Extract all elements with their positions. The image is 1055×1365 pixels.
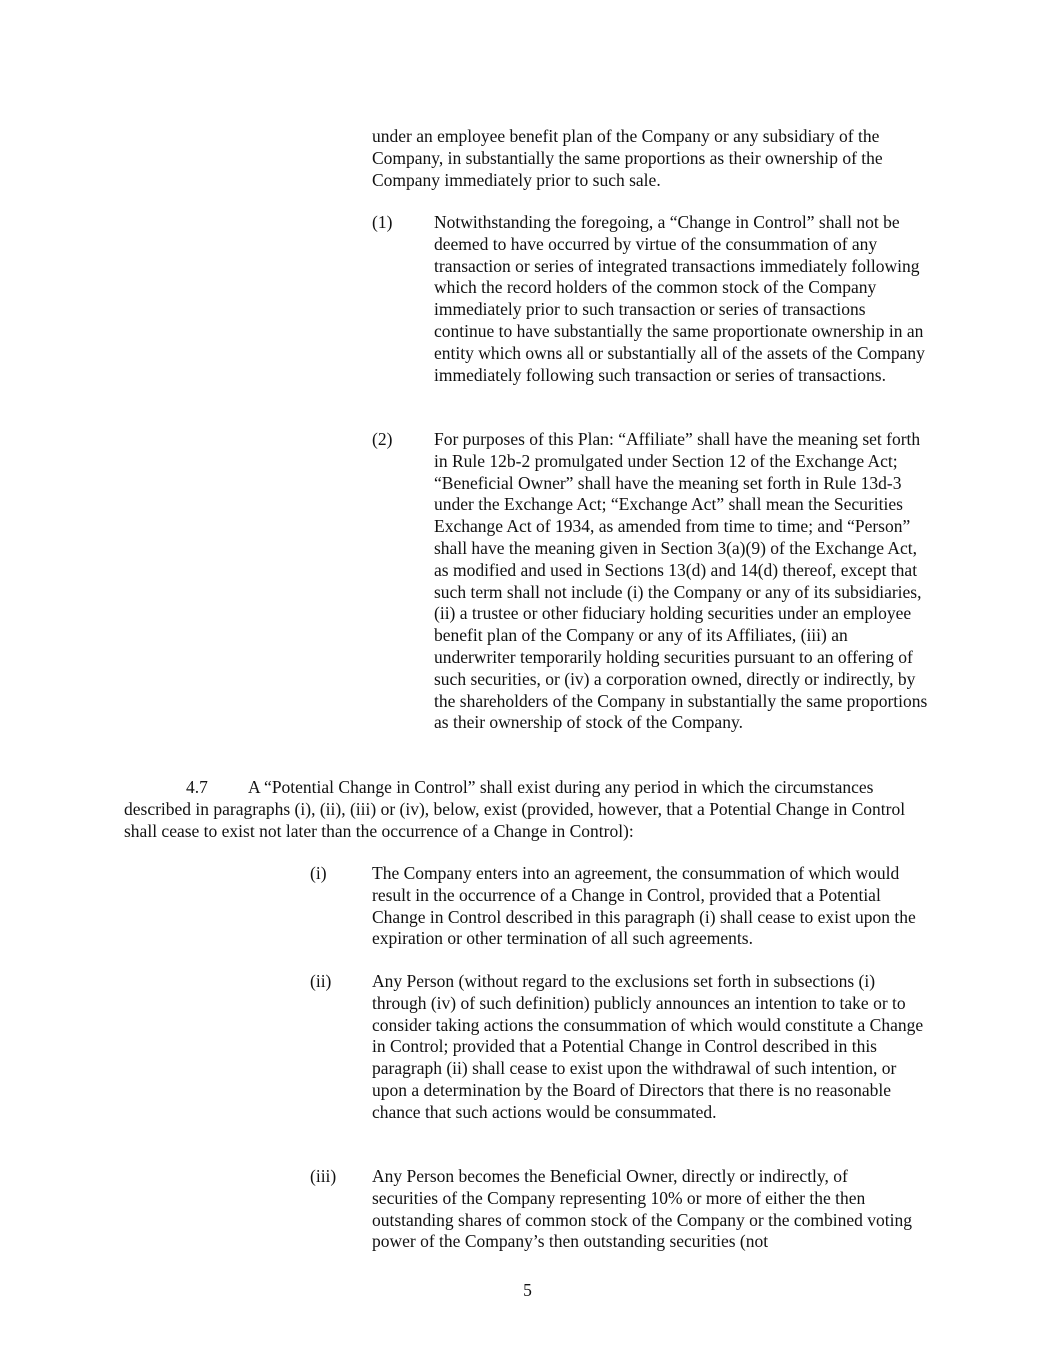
section-text: A “Potential Change in Control” shall exist during any period in which the circumstances described in paragraphs (i), (ii), (iii) or (iv), below, exist (provided, however, that a Potential Change in Control shall cease to exist not later than the occurrence of a Change in Control): [124,777,906,841]
clause-text: Any Person becomes the Beneficial Owner, directly or indirectly, of securities of the Company representing 10% or more of either the then outstanding shares of common stock of the Company or the combined voting power of the Company’s then outstanding securities (not [372,1166,912,1252]
clause-number: (iii) [310,1166,337,1186]
page-number: 5 [523,1280,532,1300]
continuation-paragraph: under an employee benefit plan of the Company or any subsidiary of the Company, in substantially the same proportions as their ownership of the Company immediately prior to such sale. [372,126,883,190]
section-4-7-paragraph [124,777,934,842]
clause-number: (i) [310,863,327,883]
subparagraph-number: (1) [372,212,393,232]
subparagraph-text: Notwithstanding the foregoing, a “Change in Control” shall not be deemed to have occurred by virtue of the consummation of any transaction or series of integrated transactions immediately following which the record holders of the common stock of the Company immediately prior to such transaction or series of transactions continue to have substantially the same proportionate ownership in an entity which owns all or substantially all of the assets of the Company immediately following such transaction or series of transactions. [434,212,925,385]
subparagraph-text: For purposes of this Plan: “Affiliate” shall have the meaning set forth in Rule 12b-2 promulgated under Section 12 of the Exchange Act; “Beneficial Owner” shall have the meaning set forth in Rule 13d-3 under the Exchange Act; “Exchange Act” shall mean the Securities Exchange Act of 1934, as amended from time to time; and “Person” shall have the meaning given in Section 3(a)(9) of the Exchange Act, as modified and used in Sections 13(d) and 14(d) thereof, except that such term shall not include (i) the Company or any of its subsidiaries, (ii) a trustee or other fiduciary holding securities under an employee benefit plan of the Company or any of its Affiliates, (iii) an underwriter temporarily holding securities pursuant to an offering of such securities, or (iv) a corporation owned, directly or indirectly, by the shareholders of the Company in substantially the same proportions as their ownership of stock of the Company. [434,429,928,733]
clause-number: (ii) [310,971,332,991]
subparagraph-number: (2) [372,429,393,449]
clause-text: Any Person (without regard to the exclusions set forth in subsections (i) through (iv) of such definition) publicly announces an intention to take or to consider taking actions the consummation of which would constitute a Change in Control; provided that a Potential Change in Control described in this paragraph (ii) shall cease to exist upon the withdrawal of such intention, or upon a determination by the Board of Directors that there is no reasonable chance that such actions would be consummated. [372,971,924,1122]
section-number: 4.7 [186,777,208,797]
clause-text: The Company enters into an agreement, the consummation of which would result in the occurrence of a Change in Control, provided that a Potential Change in Control described in this paragraph (i) shall cease to exist upon the expiration or other termination of all such agreements. [372,863,916,949]
